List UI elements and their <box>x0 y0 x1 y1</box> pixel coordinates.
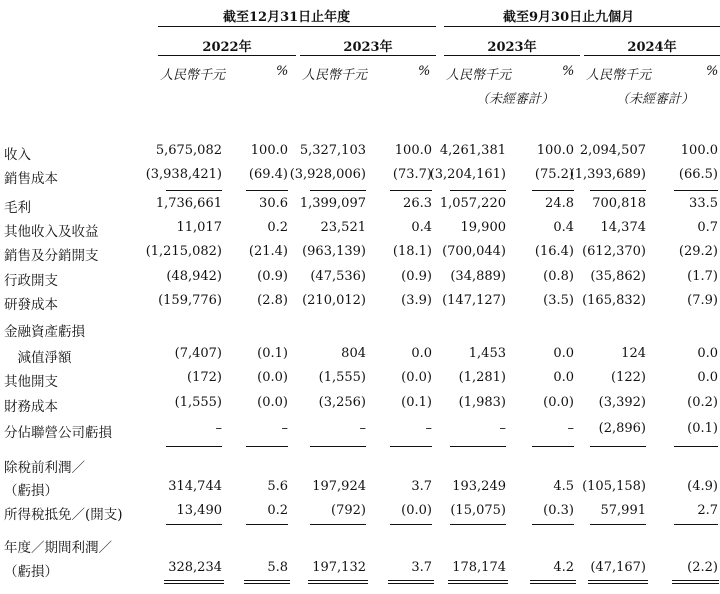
row-label: 銷售成本 <box>4 171 58 187</box>
table-cell: (105,158) <box>582 479 646 494</box>
year-underline-1 <box>158 55 296 56</box>
table-cell: (3,204,161) <box>429 167 506 182</box>
unaudited-label-2: （未經審計） <box>616 92 695 107</box>
table-cell: 314,744 <box>168 479 222 494</box>
table-cell: (69.4) <box>248 167 288 182</box>
table-cell: 0.0 <box>697 370 718 385</box>
row-label: 年度／期間利潤／ <box>4 540 112 556</box>
table-cell: 33.5 <box>689 196 718 211</box>
table-cell: (4.9) <box>687 479 718 494</box>
pct-label-2: % <box>418 64 431 79</box>
table-cell: 100.0 <box>536 143 574 158</box>
subtotal-rule-pretax-7 <box>590 446 646 447</box>
pct-label-3: % <box>562 64 575 79</box>
table-cell: (3,938,421) <box>145 167 222 182</box>
table-cell: 30.6 <box>259 196 288 211</box>
subtotal-rule-tax-2 <box>246 524 288 525</box>
table-cell: 0.2 <box>267 503 288 518</box>
subtotal-rule-gross-profit-1 <box>166 190 222 191</box>
subtotal-rule-gross-profit-2 <box>246 190 288 191</box>
year-underline-2 <box>300 55 436 56</box>
row-label: （虧損） <box>4 483 58 499</box>
table-cell: (0.1) <box>687 421 718 436</box>
table-cell: 0.0 <box>553 370 574 385</box>
table-cell: 0.7 <box>697 220 718 235</box>
subtotal-rule-tax-3 <box>310 524 366 525</box>
total-double-rule-2 <box>244 580 290 584</box>
table-cell: 11,017 <box>176 220 222 235</box>
group-underline-1 <box>158 26 436 27</box>
table-cell: (147,127) <box>442 293 506 308</box>
table-cell: 0.4 <box>411 220 432 235</box>
table-cell: (0.0) <box>543 395 574 410</box>
table-cell: – <box>567 421 574 436</box>
table-cell: (29.2) <box>678 244 718 259</box>
subtotal-rule-tax-6 <box>532 524 574 525</box>
table-cell: (3.5) <box>543 293 574 308</box>
year-underline-3 <box>444 55 580 56</box>
table-cell: (0.8) <box>543 269 574 284</box>
group-title-nine-months: 截至9月30日止九個月 <box>503 10 635 25</box>
unit-label-1: 人民幣千元 <box>160 68 226 83</box>
group-underline-2 <box>444 26 720 27</box>
table-cell: 24.8 <box>545 196 574 211</box>
table-cell: (7.9) <box>687 293 718 308</box>
table-cell: 0.2 <box>267 220 288 235</box>
table-cell: 197,132 <box>312 560 366 575</box>
table-cell: (7,407) <box>174 346 222 361</box>
subtotal-rule-pretax-4 <box>390 446 432 447</box>
table-cell: (2,896) <box>598 421 646 436</box>
table-cell: (165,832) <box>582 293 646 308</box>
row-label: 研發成本 <box>4 297 58 313</box>
total-double-rule-1 <box>164 580 224 584</box>
table-cell: 57,991 <box>600 503 646 518</box>
subtotal-rule-pretax-3 <box>310 446 366 447</box>
table-cell: 3.7 <box>411 560 432 575</box>
subtotal-rule-pretax-6 <box>532 446 574 447</box>
table-cell: 700,818 <box>592 196 646 211</box>
subtotal-rule-gross-profit-3 <box>310 190 366 191</box>
table-cell: (3,928,006) <box>289 167 366 182</box>
table-cell: 5,327,103 <box>299 143 366 158</box>
table-cell: 3.7 <box>411 479 432 494</box>
table-cell: (15,075) <box>450 503 506 518</box>
table-cell: (66.5) <box>678 167 718 182</box>
table-cell: (1,393,689) <box>569 167 646 182</box>
table-cell: (159,776) <box>158 293 222 308</box>
table-cell: (963,139) <box>302 244 366 259</box>
table-cell: (73.7) <box>392 167 432 182</box>
table-cell: 124 <box>621 346 646 361</box>
row-label: 其他開支 <box>4 374 58 390</box>
table-cell: (34,889) <box>450 269 506 284</box>
row-label: 分佔聯營公司虧損 <box>4 425 112 441</box>
table-cell: (1.7) <box>687 269 718 284</box>
subtotal-rule-gross-profit-8 <box>674 190 718 191</box>
subtotal-rule-pretax-5 <box>450 446 506 447</box>
table-cell: (700,044) <box>442 244 506 259</box>
table-cell: (0.0) <box>257 370 288 385</box>
table-cell: (18.1) <box>392 244 432 259</box>
subtotal-rule-gross-profit-7 <box>590 190 646 191</box>
table-cell: 1,736,661 <box>155 196 222 211</box>
table-cell: 4.2 <box>553 560 574 575</box>
table-cell: (21.4) <box>248 244 288 259</box>
table-cell: (210,012) <box>302 293 366 308</box>
group-title-year-end: 截至12月31日止年度 <box>223 10 351 25</box>
table-cell: 178,174 <box>452 560 506 575</box>
subtotal-rule-pretax-8 <box>674 446 718 447</box>
year-header-2023a: 2023年 <box>343 40 393 55</box>
table-cell: (792) <box>331 503 366 518</box>
table-cell: (0.1) <box>401 395 432 410</box>
table-cell: (172) <box>187 370 222 385</box>
table-cell: (0.2) <box>687 395 718 410</box>
subtotal-rule-gross-profit-4 <box>390 190 432 191</box>
table-cell: (0.3) <box>543 503 574 518</box>
table-cell: 14,374 <box>600 220 646 235</box>
pct-label-1: % <box>276 64 289 79</box>
table-cell: (1,555) <box>174 395 222 410</box>
table-cell: (3,256) <box>318 395 366 410</box>
table-cell: 100.0 <box>250 143 288 158</box>
table-cell: 328,234 <box>168 560 222 575</box>
table-cell: 804 <box>341 346 366 361</box>
row-label: 除稅前利潤／ <box>4 460 85 476</box>
table-cell: 1,453 <box>468 346 506 361</box>
table-cell: (47,536) <box>310 269 366 284</box>
table-cell: (75.2) <box>534 167 574 182</box>
table-cell: (0.0) <box>401 503 432 518</box>
table-cell: – <box>425 421 432 436</box>
year-underline-4 <box>584 55 720 56</box>
row-label: （虧損） <box>4 564 58 580</box>
subtotal-rule-tax-1 <box>166 524 222 525</box>
table-cell: (1,215,082) <box>145 244 222 259</box>
unit-label-3: 人民幣千元 <box>446 68 512 83</box>
table-cell: (122) <box>611 370 646 385</box>
table-cell: 26.3 <box>403 196 432 211</box>
row-label: 收入 <box>4 147 31 163</box>
table-cell: 4,261,381 <box>439 143 506 158</box>
total-double-rule-4 <box>388 580 434 584</box>
table-cell: (35,862) <box>590 269 646 284</box>
table-cell: – <box>499 421 506 436</box>
table-cell: (0.9) <box>257 269 288 284</box>
table-cell: 2.7 <box>697 503 718 518</box>
subtotal-rule-pretax-2 <box>246 446 288 447</box>
row-label: 其他收入及收益 <box>4 224 99 240</box>
unit-label-2: 人民幣千元 <box>302 68 368 83</box>
table-cell: 5.6 <box>267 479 288 494</box>
row-label: 所得稅抵免／(開支) <box>4 507 123 523</box>
table-cell: 197,924 <box>312 479 366 494</box>
table-cell: (47,167) <box>590 560 646 575</box>
subtotal-rule-tax-5 <box>450 524 506 525</box>
table-cell: 0.0 <box>553 346 574 361</box>
subtotal-rule-tax-4 <box>390 524 432 525</box>
table-cell: 19,900 <box>460 220 506 235</box>
row-label: 毛利 <box>4 200 31 216</box>
unit-label-4: 人民幣千元 <box>586 68 652 83</box>
table-cell: – <box>215 421 222 436</box>
table-cell: (0.0) <box>401 370 432 385</box>
year-header-2022: 2022年 <box>202 40 252 55</box>
table-cell: (3,392) <box>598 395 646 410</box>
table-cell: 13,490 <box>176 503 222 518</box>
subtotal-rule-gross-profit-5 <box>450 190 506 191</box>
table-cell: 0.4 <box>553 220 574 235</box>
year-header-2023b: 2023年 <box>487 40 537 55</box>
table-cell: (2.2) <box>687 560 718 575</box>
subtotal-rule-gross-profit-6 <box>532 190 574 191</box>
table-cell: 100.0 <box>394 143 432 158</box>
subtotal-rule-tax-8 <box>674 524 718 525</box>
table-cell: 4.5 <box>553 479 574 494</box>
row-label: 財務成本 <box>4 399 58 415</box>
table-cell: (0.1) <box>257 346 288 361</box>
total-double-rule-6 <box>530 580 576 584</box>
year-header-2024: 2024年 <box>627 40 677 55</box>
table-cell: (16.4) <box>534 244 574 259</box>
subtotal-rule-tax-7 <box>590 524 646 525</box>
total-double-rule-5 <box>448 580 508 584</box>
table-cell: 5,675,082 <box>155 143 222 158</box>
total-double-rule-3 <box>308 580 368 584</box>
table-cell: (48,942) <box>166 269 222 284</box>
row-label: 銷售及分銷開支 <box>4 248 99 264</box>
table-cell: (612,370) <box>582 244 646 259</box>
table-cell: 1,057,220 <box>439 196 506 211</box>
total-double-rule-7 <box>588 580 648 584</box>
table-cell: (0.0) <box>257 395 288 410</box>
table-cell: (1,281) <box>458 370 506 385</box>
table-cell: (3.9) <box>401 293 432 308</box>
table-cell: – <box>359 421 366 436</box>
table-cell: 0.0 <box>411 346 432 361</box>
pct-label-4: % <box>706 64 719 79</box>
table-cell: (2.8) <box>257 293 288 308</box>
table-cell: – <box>281 421 288 436</box>
subtotal-rule-pretax-1 <box>166 446 222 447</box>
table-cell: 0.0 <box>697 346 718 361</box>
table-cell: 100.0 <box>680 143 718 158</box>
table-cell: 193,249 <box>452 479 506 494</box>
unaudited-label-1: （未經審計） <box>476 92 555 107</box>
table-cell: 23,521 <box>320 220 366 235</box>
table-cell: (1,983) <box>458 395 506 410</box>
table-cell: 2,094,507 <box>579 143 646 158</box>
row-label: 減值淨額 <box>4 350 72 366</box>
table-cell: (1,555) <box>318 370 366 385</box>
row-label: 行政開支 <box>4 273 58 289</box>
total-double-rule-8 <box>672 580 719 584</box>
table-cell: (0.9) <box>401 269 432 284</box>
row-label: 金融資產虧損 <box>4 324 85 340</box>
table-cell: 5.8 <box>267 560 288 575</box>
table-cell: 1,399,097 <box>299 196 366 211</box>
